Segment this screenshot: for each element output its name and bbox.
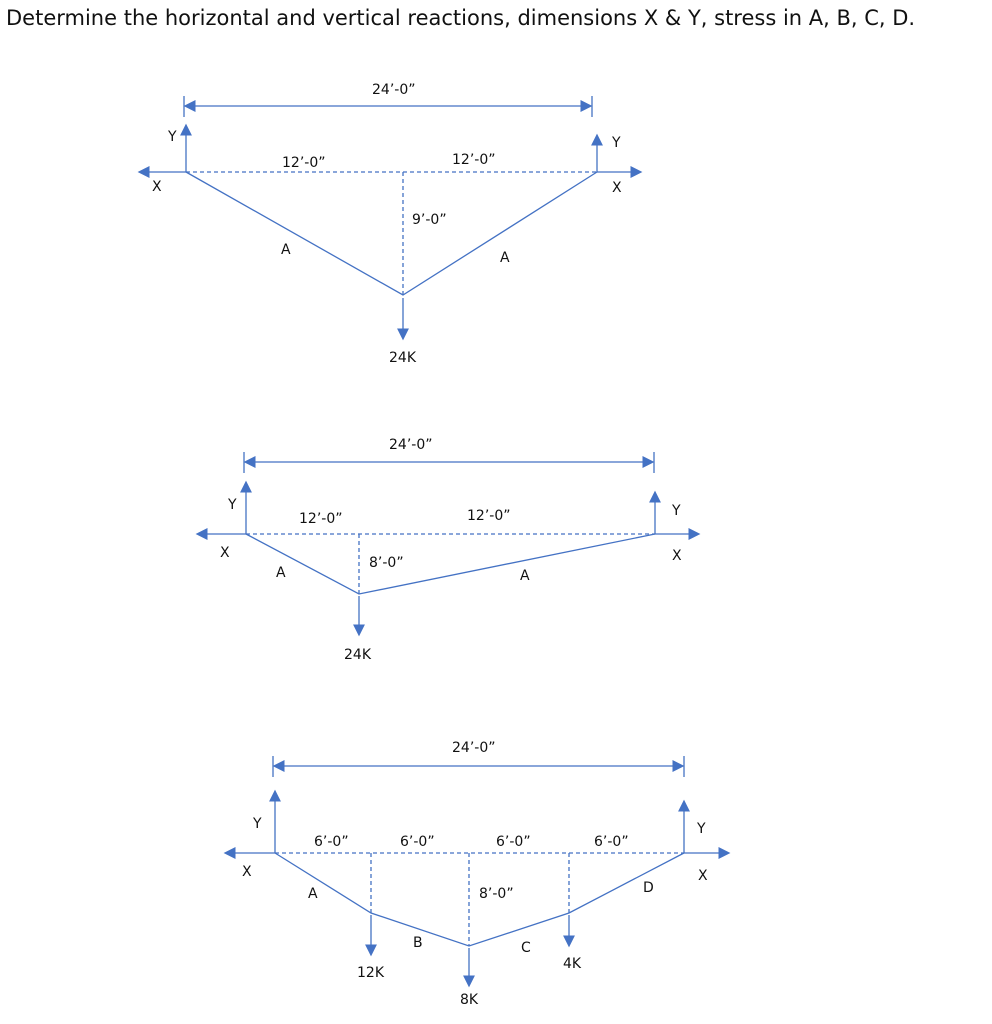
d2-left-y-label: Y bbox=[228, 497, 237, 513]
question-text: Determine the horizontal and vertical reactions, dimensions X & Y, stress in A, B, C, D. bbox=[6, 6, 916, 30]
d3-segment-b-label: B bbox=[413, 935, 423, 951]
d2-sag-label: 8’-0” bbox=[369, 555, 404, 571]
diagram-1-labels bbox=[152, 82, 622, 366]
d3-bay-4-label: 6’-0” bbox=[594, 834, 629, 850]
d3-segment-a-label: A bbox=[308, 886, 318, 902]
d1-left-x-label: X bbox=[152, 179, 162, 195]
diagram-2-labels bbox=[220, 437, 682, 663]
d2-right-x-label: X bbox=[672, 548, 682, 564]
d3-load-2-label: 8K bbox=[460, 992, 479, 1008]
d1-cable bbox=[186, 172, 597, 295]
diagram-3-labels bbox=[242, 740, 708, 1008]
d2-load-label: 24K bbox=[344, 647, 371, 663]
d2-right-part-label: 12’-0” bbox=[467, 508, 511, 524]
d3-right-y-label: Y bbox=[697, 821, 706, 837]
d3-bay-3-label: 6’-0” bbox=[496, 834, 531, 850]
d1-right-y-label: Y bbox=[612, 135, 621, 151]
d3-load-3-label: 4K bbox=[563, 956, 582, 972]
d2-segment-a-right: A bbox=[520, 568, 530, 584]
d2-left-part-label: 12’-0” bbox=[299, 511, 343, 527]
d3-segment-d-label: D bbox=[643, 880, 654, 896]
diagram-2 bbox=[198, 452, 698, 634]
d2-right-y-label: Y bbox=[672, 503, 681, 519]
d2-segment-a-left: A bbox=[276, 565, 286, 581]
d3-segment-c-label: C bbox=[521, 940, 531, 956]
d1-right-half-label: 12’-0” bbox=[452, 152, 496, 168]
d2-span-label: 24’-0” bbox=[389, 437, 433, 453]
d1-segment-a-right: A bbox=[500, 250, 510, 266]
diagram-3 bbox=[226, 756, 728, 985]
d3-sag-label: 8’-0” bbox=[479, 886, 514, 902]
d1-load-label: 24K bbox=[389, 350, 416, 366]
d3-bay-1-label: 6’-0” bbox=[314, 834, 349, 850]
d2-cable bbox=[246, 534, 655, 594]
d3-load-1-label: 12K bbox=[357, 965, 384, 981]
d1-left-y-label: Y bbox=[168, 129, 177, 145]
d1-sag-label: 9’-0” bbox=[412, 212, 447, 228]
d1-segment-a-left: A bbox=[281, 242, 291, 258]
d3-left-y-label: Y bbox=[253, 816, 262, 832]
d3-bay-2-label: 6’-0” bbox=[400, 834, 435, 850]
d1-left-half-label: 12’-0” bbox=[282, 155, 326, 171]
diagram-1 bbox=[140, 96, 640, 338]
d3-span-label: 24’-0” bbox=[452, 740, 496, 756]
d1-span-label: 24’-0” bbox=[372, 82, 416, 98]
d3-right-x-label: X bbox=[698, 868, 708, 884]
d2-left-x-label: X bbox=[220, 545, 230, 561]
d1-right-x-label: X bbox=[612, 180, 622, 196]
d3-left-x-label: X bbox=[242, 864, 252, 880]
